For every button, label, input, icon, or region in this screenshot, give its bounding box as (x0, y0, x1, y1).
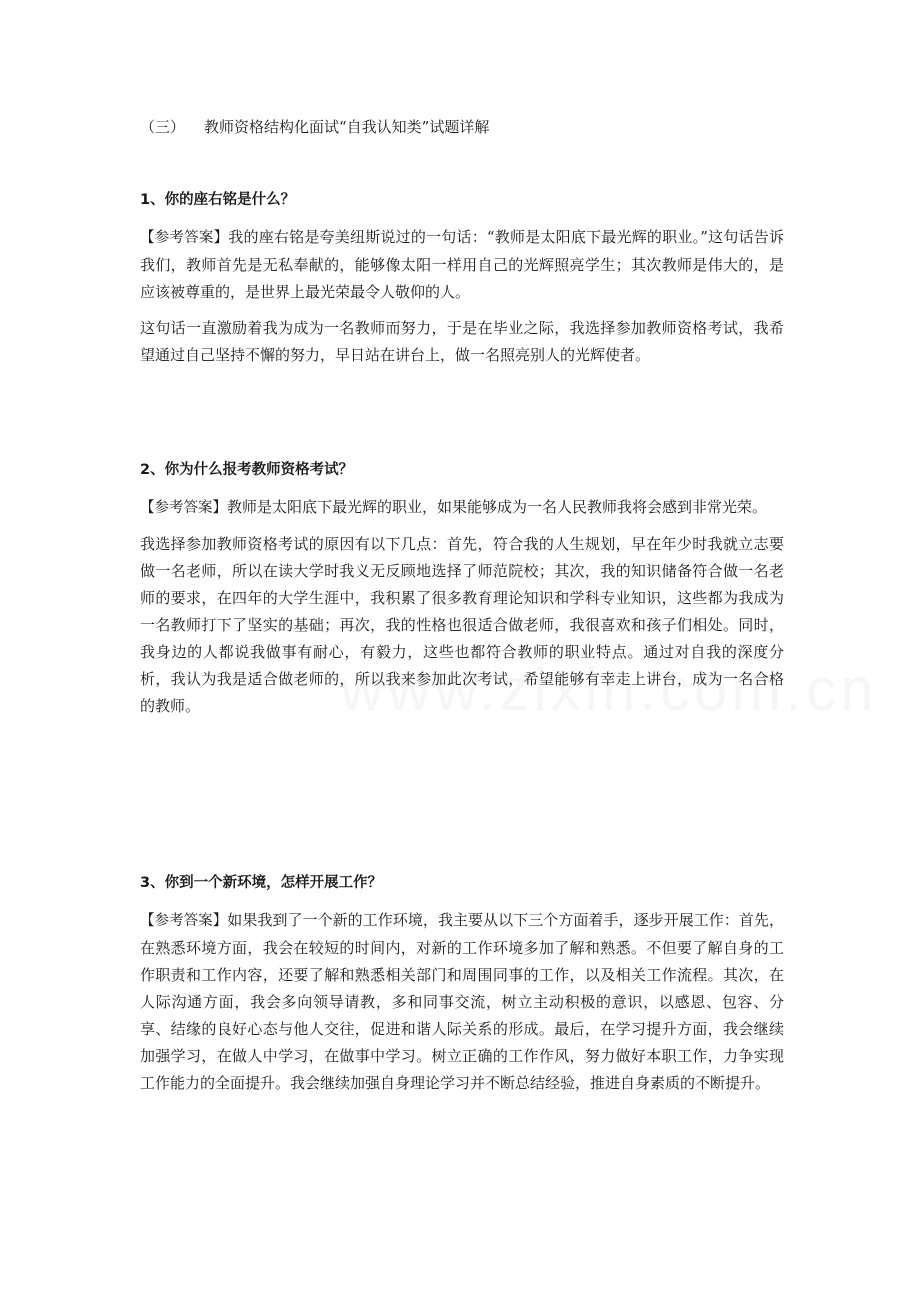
question-section-3 (140, 873, 784, 1106)
answer-paragraph (140, 224, 784, 306)
answer-paragraph (140, 907, 784, 1097)
question-title: 3、你到一个新环境，怎样开展工作？ (140, 875, 383, 891)
heading-text: 教师资格结构化面试“自我认知类”试题详解 (204, 118, 490, 136)
answer-text: 教师是太阳底下最光辉的职业，如果能够成为一名人民教师我将会感到非常光荣。 (227, 498, 768, 516)
answer-tag: 【参考答案】 (140, 500, 227, 516)
answer-tag: 【参考答案】 (140, 230, 229, 246)
answer-paragraph-2: 这句话一直激励着我为成为一名教师而努力，于是在毕业之际，我选择参加教师资格考试，我希望通过自己坚持不懈的努力，早日站在讲台上，做一名照亮别人的光辉使者。 (140, 319, 784, 364)
answer-text: 我的座右铭是夸美纽斯说过的一句话：“教师是太阳底下最光辉的职业。”这句话告诉我们，教师首先是无私奉献的，能够像太阳一样用自己的光辉照亮学生；其次教师是伟大的，是应该被尊重的，是世界上最光荣最令人敬仰的人。 (140, 228, 785, 301)
answer-text: 如果我到了一个新的工作环境，我主要从以下三个方面着手，逐步开展工作：首先，在熟悉环境方面，我会在较短的时间内，对新的工作环境多加了解和熟悉。不但要了解自身的工作职责和工作内容，还要了解和熟悉相关部门和周围同事的工作，以及相关工作流程。其次，在人际沟通方面，我会多向领导请教，多和同事交流，树立主动积极的意识，以感恩、包容、分享、结缘的良好心态与他人交往，促进和谐人际关系的形成。最后，在学习提升方面，我会继续加强学习，在做人中学习，在做事中学习。树立正确的工作作风，努力做好本职工作，力争实现工作能力的全面提升。我会继续加强自身理论学习并不断总结经验，推进自身素质的不断提升。 (140, 911, 785, 1092)
question-title: 2、你为什么报考教师资格考试？ (140, 462, 354, 478)
question-section-1 (140, 190, 784, 378)
question-title: 1、你的座右铭是什么？ (140, 192, 296, 208)
document-heading (140, 117, 780, 137)
answer-paragraph (140, 494, 784, 522)
answer-paragraph-2: 我选择参加教师资格考试的原因有以下几点：首先，符合我的人生规划，早在年少时我就立志要做一名老师，所以在读大学时我义无反顾地选择了师范院校；其次，我的知识储备符合做一名老师的要求，在四年的大学生涯中，我积累了很多教育理论知识和学科专业知识，这些都为我成为一名教师打下了坚实的基础；再次，我的性格也很适合做老师，我很喜欢和孩子们相处。同时，我身边的人都说我做事有耐心，有毅力，这些也都符合教师的职业特点。通过对自我的深度分析，我认为我是适合做老师的，所以我来参加此次考试，希望能够有幸走上讲台，成为一名合格的教师。 (140, 535, 784, 715)
question-section-2 (140, 460, 784, 729)
heading-number: （三） (140, 118, 186, 136)
answer-tag: 【参考答案】 (140, 913, 228, 929)
